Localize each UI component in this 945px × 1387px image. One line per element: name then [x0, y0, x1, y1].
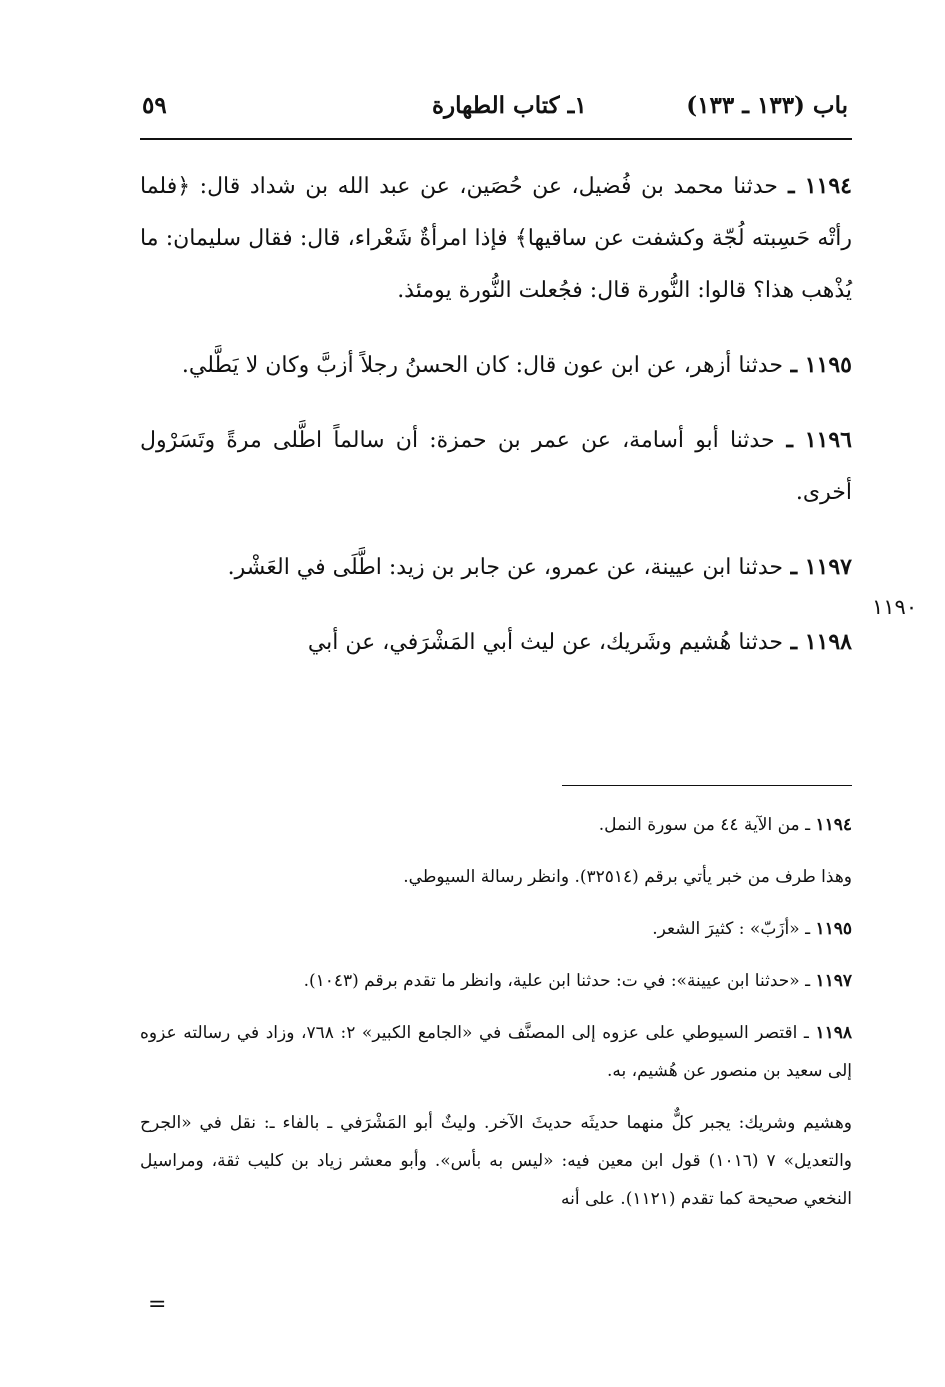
footnote: ١١٩٨ ـ اقتصر السيوطي على عزوه إلى المصنَّف في «الجامع الكبير» ٢: ٧٦٨، وزاد في رسالته عزوه إلى سعيد بن منصور عن هُشيم، به. [140, 1023, 853, 1081]
hadith-number: ١١٩٧ [804, 554, 852, 580]
header-rule [140, 138, 852, 140]
hadith-entry: ١١٩٨ ـ حدثنا هُشيم وشَريك، عن ليث أبي المَشْرَفي، عن أبي [307, 629, 852, 655]
footnote-separator [562, 785, 852, 786]
hadith-text: حدثنا ابن عيينة، عن عمرو، عن جابر بن زيد: اطَّلَى في العَشْر. [227, 555, 783, 580]
footnote-text: «حدثنا ابن عيينة»: في ت: حدثنا ابن علية، وانظر ما تقدم برقم (١٠٤٣). [303, 971, 800, 991]
running-header [142, 92, 848, 132]
footnotes [140, 806, 852, 1232]
continuation-mark: = [148, 1292, 167, 1317]
footnote: ١١٩٤ ـ من الآية ٤٤ من سورة النمل. [598, 815, 852, 835]
hadith-entry: ١١٩٦ ـ حدثنا أبو أسامة، عن عمر بن حمزة: أن سالماً اطَّلى مرةً وتَسَرْول أخرى. [140, 427, 852, 505]
hadith-text: حدثنا محمد بن فُضيل، عن حُصَين، عن عبد الله بن شداد قال: ﴿فلما رأتْه حَسِبته لُجّة وكشفت عن ساقيها﴾ فإذا امرأةٌ شَعْراء، قال: فقال سليمان: ما يُذْهب هذا؟ قالوا: النُّورة قال: فجُعلت النُّورة يومئذ. [140, 174, 852, 303]
footnote-number: ١١٩٥ [815, 919, 852, 939]
footnote [140, 1104, 852, 1218]
footnote-text: اقتصر السيوطي على عزوه إلى المصنَّف في «الجامع الكبير» ٢: ٧٦٨، وزاد في رسالته عزوه إلى سعيد بن منصور عن هُشيم، به. [140, 1023, 852, 1081]
hadith-number: ١١٩٤ [804, 173, 852, 199]
hadith-entry: ١١٩٥ ـ حدثنا أزهر، عن ابن عون قال: كان الحسنُ رجلاً أزبَّ وكان لا يَطَّلي. [181, 352, 852, 378]
footnote [140, 858, 852, 896]
footnote-text: «أزَبّ» : كثيرَ الشعر. [652, 919, 800, 939]
hadith-number: ١١٩٨ [804, 629, 852, 655]
hadith-number: ١١٩٥ [804, 352, 852, 378]
hadith-text: حدثنا أبو أسامة، عن عمر بن حمزة: أن سالماً اطَّلى مرةً وتَسَرْول أخرى. [140, 428, 852, 505]
hadith-entry: ١١٩٤ ـ حدثنا محمد بن فُضيل، عن حُصَين، عن عبد الله بن شداد قال: ﴿فلما رأتْه حَسِبته لُجّة وكشفت عن ساقيها﴾ فإذا امرأةٌ شَعْراء، قال: فقال سليمان: ما يُذْهب هذا؟ قالوا: النُّورة قال: فجُعلت النُّورة يومئذ. [140, 173, 852, 303]
hadith-entry: ١١٩٧ ـ حدثنا ابن عيينة، عن عمرو، عن جابر بن زيد: اطَّلَى في العَشْر. [227, 554, 852, 580]
margin-cross-reference: ١١٩٠ [872, 595, 918, 619]
footnote-number: ١١٩٨ [815, 1023, 853, 1043]
footnote: ١١٩٧ ـ «حدثنا ابن عيينة»: في ت: حدثنا ابن علية، وانظر ما تقدم برقم (١٠٤٣). [303, 971, 852, 991]
page-number: ٥٩ [142, 92, 167, 119]
footnote-number: ١١٩٤ [815, 815, 852, 835]
footnote-number: ١١٩٧ [815, 971, 852, 991]
main-text [140, 160, 852, 691]
footnote-text: وهذا طرف من خبر يأتي برقم (٣٢٥١٤). وانظر رسالة السيوطي. [403, 867, 852, 887]
footnote-text: وهشيم وشريك: يجبر كلٌّ منهما حديثَه حديثَ الآخر. وليثٌ أبو المَشْرَفي ـ بالفاء ـ: نقل في «الجرح والتعديل» ٧ (١٠١٦) قول ابن معين فيه: «ليس به بأس». وأبو معشر زياد بن كليب ثقة، ومراسيل النخعي صحيحة كما تقدم (١١٢١). على أنه [140, 1113, 853, 1209]
footnote: ١١٩٥ ـ «أزَبّ» : كثيرَ الشعر. [652, 919, 852, 939]
header-book-title: ١ـ كتاب الطهارة [432, 92, 587, 119]
hadith-text: حدثنا هُشيم وشَريك، عن ليث أبي المَشْرَفي، عن أبي [307, 630, 783, 655]
hadith-number: ١١٩٦ [804, 427, 852, 453]
footnote-text: من الآية ٤٤ من سورة النمل. [598, 815, 800, 835]
header-chapter: باب (١٣٣ ـ ١٣٣) [686, 92, 848, 119]
hadith-text: حدثنا أزهر، عن ابن عون قال: كان الحسنُ رجلاً أزبَّ وكان لا يَطَّلي. [181, 353, 783, 378]
